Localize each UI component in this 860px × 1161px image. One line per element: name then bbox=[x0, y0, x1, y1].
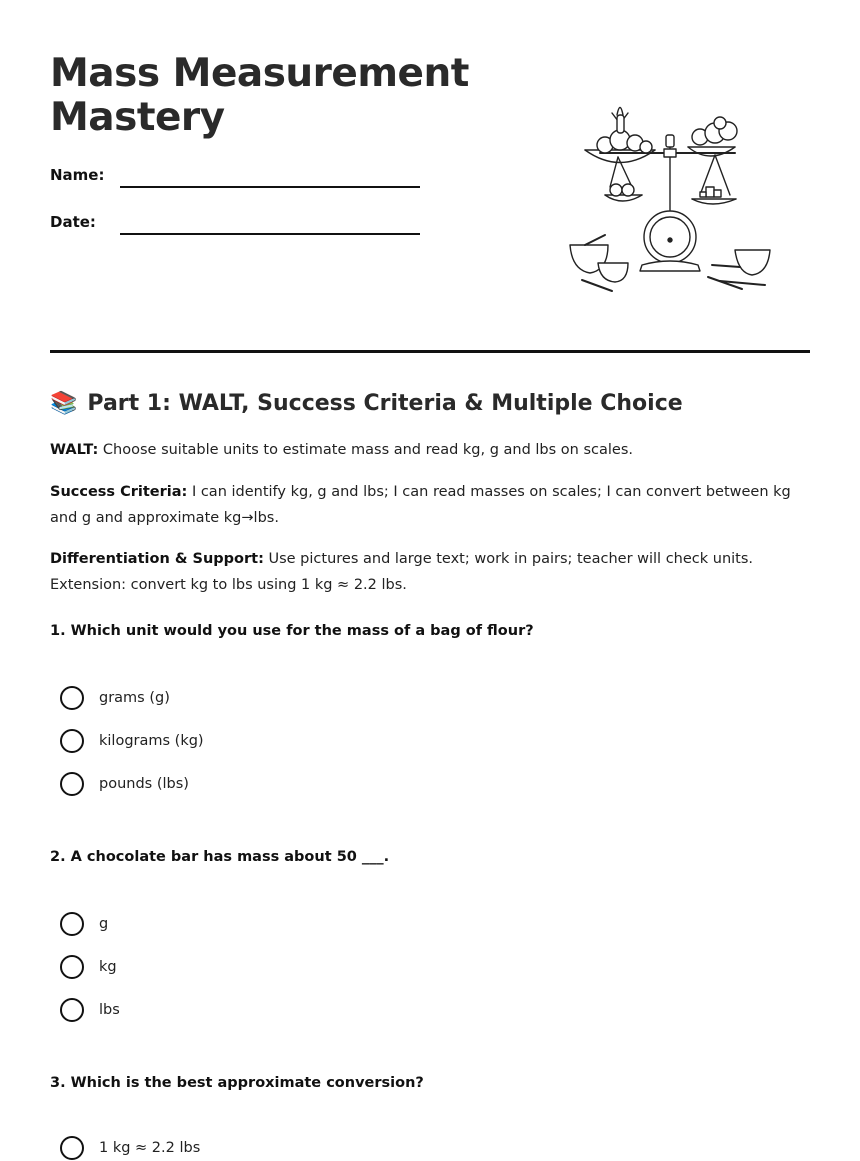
question-3: 3. Which is the best approximate conversion? bbox=[50, 1075, 424, 1091]
q2-option-2[interactable] bbox=[60, 954, 117, 980]
radio-button[interactable] bbox=[60, 686, 84, 710]
option-label: kilograms (kg) bbox=[99, 733, 204, 749]
radio-button[interactable] bbox=[60, 729, 84, 753]
walt-paragraph bbox=[50, 437, 810, 463]
radio-button[interactable] bbox=[60, 955, 84, 979]
date-write-line[interactable] bbox=[120, 233, 420, 235]
walt-text: Choose suitable units to estimate mass and read kg, g and lbs on scales. bbox=[98, 442, 633, 458]
q2-option-3[interactable] bbox=[60, 997, 120, 1023]
radio-button[interactable] bbox=[60, 1136, 84, 1160]
walt-label: WALT: bbox=[50, 442, 99, 458]
name-write-line[interactable] bbox=[120, 186, 420, 188]
worksheet-title bbox=[50, 52, 469, 140]
option-label: grams (g) bbox=[99, 690, 170, 706]
differentiation-paragraph bbox=[50, 546, 810, 598]
title-line-1: Mass Measurement bbox=[50, 51, 469, 96]
success-criteria-label: Success Criteria: bbox=[50, 484, 188, 500]
q3-option-1[interactable] bbox=[60, 1135, 200, 1161]
option-label: pounds (lbs) bbox=[99, 776, 189, 792]
header-divider bbox=[50, 350, 810, 353]
date-label: Date: bbox=[50, 213, 96, 231]
option-label: lbs bbox=[99, 1002, 120, 1018]
option-label: 1 kg ≈ 2.2 lbs bbox=[99, 1140, 201, 1156]
books-icon: 📚 bbox=[50, 391, 78, 416]
radio-button[interactable] bbox=[60, 912, 84, 936]
differentiation-label: Differentiation & Support: bbox=[50, 551, 264, 567]
balance-scale-illustration bbox=[560, 95, 780, 300]
question-1: 1. Which unit would you use for the mass of a bag of flour? bbox=[50, 623, 534, 639]
q1-option-2[interactable] bbox=[60, 728, 204, 754]
q1-option-1[interactable] bbox=[60, 685, 170, 711]
q1-option-3[interactable] bbox=[60, 771, 189, 797]
part1-heading-text: Part 1: WALT, Success Criteria & Multiple Choice bbox=[87, 391, 683, 416]
option-label: g bbox=[99, 916, 109, 932]
title-line-2: Mastery bbox=[50, 95, 225, 140]
radio-button[interactable] bbox=[60, 772, 84, 796]
success-criteria-text: I can identify kg, g and lbs; I can read masses on scales; I can convert between kg and g and approximate kg→lbs. bbox=[50, 484, 791, 526]
part1-heading bbox=[50, 389, 683, 419]
q2-option-1[interactable] bbox=[60, 911, 108, 937]
differentiation-text: Use pictures and large text; work in pairs; teacher will check units. Extension: convert kg to lbs using 1 kg ≈ 2.2 lbs. bbox=[50, 551, 754, 593]
question-2: 2. A chocolate bar has mass about 50 ___. bbox=[50, 849, 390, 865]
option-label: kg bbox=[99, 959, 117, 975]
radio-button[interactable] bbox=[60, 998, 84, 1022]
name-label: Name: bbox=[50, 166, 105, 184]
success-criteria-paragraph bbox=[50, 479, 810, 531]
